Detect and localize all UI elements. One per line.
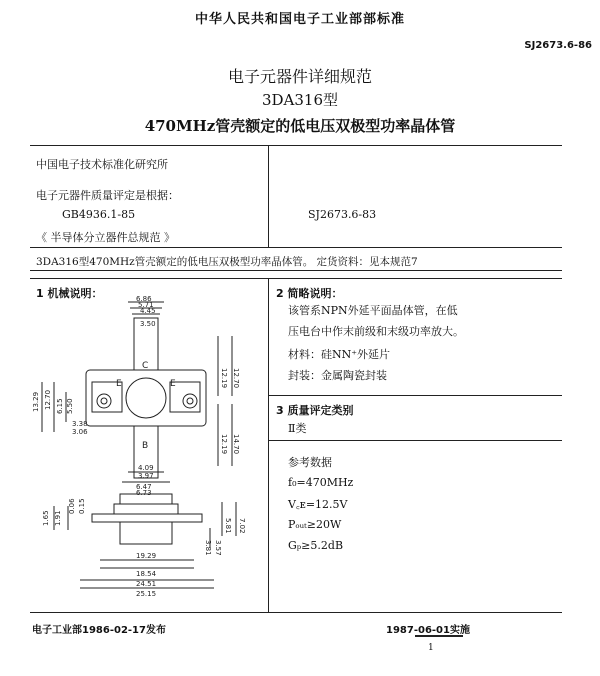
dim-label: 5.81 — [224, 518, 232, 534]
reference-item: Pₒᵤₜ≥20W — [288, 518, 342, 531]
body-top-rule — [30, 278, 562, 279]
dim-label: 12.19 — [220, 368, 228, 389]
body-bottom-rule — [30, 612, 562, 613]
reference-heading: 参考数据 — [288, 456, 332, 469]
section3-heading: 3 质量评定类别 — [276, 404, 354, 417]
basis-name: 《 半导体分立器件总规范 》 — [36, 231, 175, 244]
title-line-3: 470MHz管壳额定的低电压双极型功率晶体管 — [144, 117, 456, 135]
dim-label: 4.45 — [140, 307, 156, 315]
summary-line: 3DA316型470MHz管壳额定的低电压双极型功率晶体管。 定货资料：见本规范7 — [36, 256, 418, 268]
spec-number: SJ2673.6-83 — [308, 208, 377, 221]
dim-label: 6.47 — [136, 483, 152, 491]
dim-label: 6.73 — [136, 489, 152, 497]
mounting-hole-right — [183, 394, 197, 408]
right-rule-2 — [268, 440, 562, 441]
description-line-1: 该管系NPN外延平面晶体管，在低 — [288, 304, 458, 317]
dim-label: 3.81 — [204, 540, 212, 556]
basis-standard: GB4936.1-85 — [62, 208, 136, 221]
effective-underline — [415, 635, 463, 637]
standard-number: SJ2673.6-86 — [524, 40, 592, 51]
section1-heading: 1 机械说明： — [36, 287, 103, 300]
dim-label: 5.71 — [138, 301, 154, 309]
dim-label: 3.57 — [214, 540, 222, 556]
effective-date: 1987-06-01实施 — [386, 625, 470, 636]
reference-item: f₀=470MHz — [288, 476, 354, 489]
dim-label: 13.29 — [32, 391, 40, 412]
pin-label-collector: C — [142, 361, 149, 371]
title-line-1: 电子元器件详细规范 — [227, 67, 372, 86]
dim-label: 3.50 — [140, 320, 156, 328]
mounting-hole-left — [97, 394, 111, 408]
table-top-rule — [30, 145, 562, 146]
page-number: 1 — [428, 643, 434, 653]
dim-label: 6.86 — [136, 296, 152, 303]
org-name: 中国电子技术标准化研究所 — [36, 158, 168, 171]
dim-label: 14.70 — [232, 434, 240, 455]
reference-item: Gₚ≥5.2dB — [288, 539, 344, 552]
dim-label: 18.54 — [136, 570, 157, 578]
dim-label: 4.09 — [138, 464, 154, 472]
table-bottom-rule — [30, 270, 562, 271]
pin-label-emitter-left: E — [116, 379, 122, 389]
dim-label: 0.15 — [78, 498, 86, 514]
table-mid-rule — [30, 247, 562, 248]
mechanical-drawing — [32, 296, 266, 610]
right-rule-1 — [268, 395, 562, 396]
dim-label: 1.65 — [42, 510, 50, 526]
pin-label-base: B — [142, 441, 149, 451]
material-line: 材料：硅NN⁺外延片 — [288, 348, 391, 361]
quality-category: Ⅱ类 — [288, 422, 307, 435]
section2-heading: 2 简略说明： — [276, 287, 343, 300]
issue-date: 电子工业部1986-02-17发布 — [32, 625, 166, 636]
title-line-2: 3DA316型 — [261, 91, 339, 109]
dim-label: 3.38 — [72, 420, 88, 428]
table-divider — [268, 145, 269, 247]
pin-label-emitter-right: E — [170, 379, 176, 389]
dim-label: 24.51 — [136, 580, 157, 588]
dim-label: 12.70 — [44, 389, 52, 410]
dim-label: 19.29 — [136, 552, 157, 560]
description-line-2: 压电台中作末前级和末级功率放大。 — [288, 325, 464, 338]
center-cap — [126, 378, 166, 418]
basis-label: 电子元器件质量评定是根据： — [36, 189, 179, 202]
dim-label: 7.02 — [238, 518, 246, 534]
dim-label: 3.97 — [138, 472, 154, 480]
reference-item: V꜀ᴇ=12.5V — [288, 498, 348, 511]
dim-label: 5.50 — [66, 398, 74, 414]
dim-label: 12.70 — [232, 368, 240, 389]
dim-label: 6.15 — [56, 398, 64, 414]
dim-label: 1.91 — [54, 510, 62, 526]
package-line: 封装：金属陶瓷封装 — [288, 369, 387, 382]
body-divider — [268, 278, 269, 612]
issuer-header: 中华人民共和国电子工业部部标准 — [194, 12, 405, 27]
dim-label: 25.15 — [136, 590, 157, 598]
dim-label: 0.06 — [68, 498, 76, 514]
dim-label: 12.19 — [220, 434, 228, 455]
dim-label: 3.06 — [72, 428, 88, 436]
